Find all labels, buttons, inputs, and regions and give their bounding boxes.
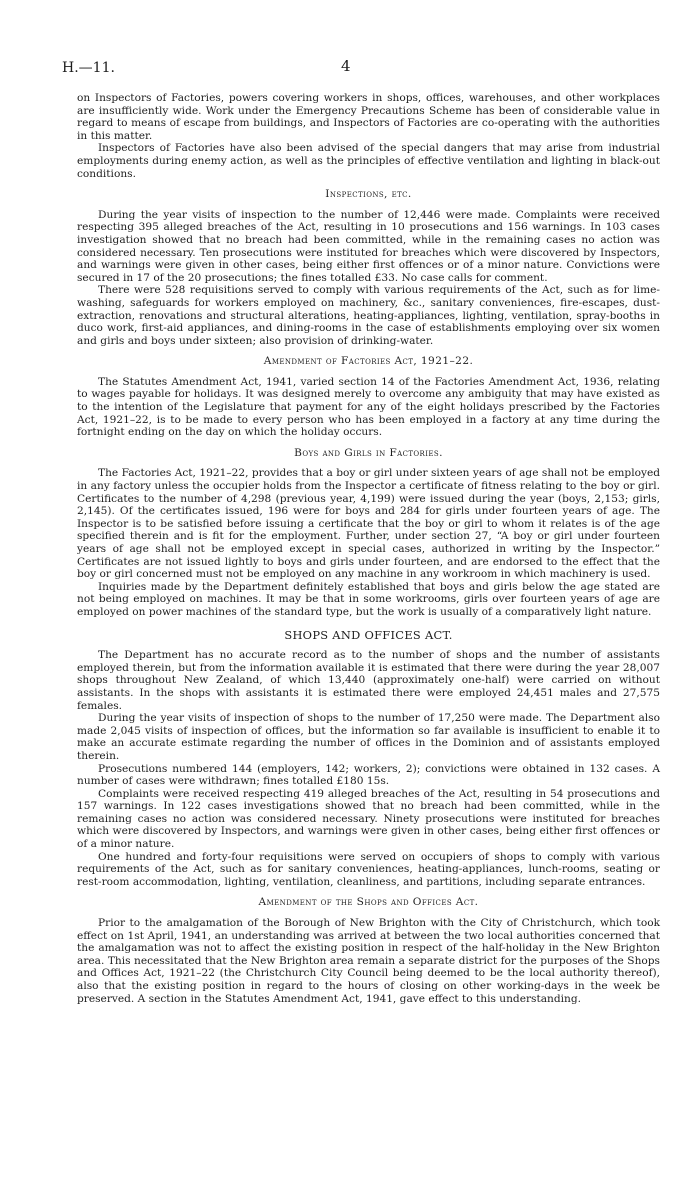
report-reference: H.—11.: [62, 60, 115, 76]
paragraph: There were 528 requisitions served to comply with various requirements of the Act, such as for lime-washing, safeguards for workers employed on machinery, &c., sanitary conveniences, fire-escapes, dust-extraction, renovations and structural alterations, heating-appliances, lighting, ventilation, spray-booths in duco work, first-aid appliances, and dining-rooms in the case of establishments employing over six women and girls and boys under sixteen; also provision of drinking-water.: [77, 284, 660, 347]
page-number: 4: [341, 57, 351, 75]
paragraph: Complaints were received respecting 419 alleged breaches of the Act, resulting in 54 prosecutions and 157 warnings. In 122 cases investigations showed that no breach had been committed, while in the remaining cases no action was considered necessary. Ninety prosecutions were instituted for breaches which were discovered by Inspectors, and warnings were given in other cases, being either first offences or of a minor nature.: [77, 787, 660, 851]
paragraph: During the year visits of inspection of shops to the number of 17,250 were made. The Department also made 2,045 visits of inspection of offices, but the information so far available is insufficient to enable it to make an accurate estimate regarding the number of offices in the Dominion and of assistants employed therein.: [77, 712, 660, 762]
paragraph: The Statutes Amendment Act, 1941, varied section 14 of the Factories Amendment Act, 1936, relating to wages payable for holidays. It was designed merely to overcome any ambiguity that may have existed as to the intention of the Legislature that payment for any of the eight holidays prescribed by the Factories Act, 1921–22, is to be made to every person who has been employed in a factory at any time during the fortnight ending on the day on which the holiday occurs.: [77, 375, 660, 439]
paragraph: During the year visits of inspection to the number of 12,446 were made. Complaints were received respecting 395 alleged breaches of the Act, resulting in 10 prosecutions and 156 warnings. In 103 cases investigation showed that no breach had been committed, while in the remaining cases no action was considered necessary. Ten prosecutions were instituted for breaches which were discovered by Inspectors, and warnings were given in other cases, being either first offences or of a minor nature. Convictions were secured in 17 of the 20 prosecutions; the fines totalled £33. No case calls for comment.: [77, 208, 660, 284]
paragraph: Prior to the amalgamation of the Borough of New Brighton with the City of Christchurch, which took effect on 1st April, 1941, an understanding was arrived at between the two local authorities concerned that the amalgamation was not to affect the existing position in respect of the half-holiday in the New Brighton area. This necessitated that the New Brighton area remain a separate district for the purposes of the Shops and Offices Act, 1921–22 (the Christchurch City Council being deemed to be the local authority thereof), also that the existing position in regard to the hours of closing on other working-days in the week be preserved. A section in the Statutes Amendment Act, 1941, gave effect to this understanding.: [77, 917, 660, 1005]
main-heading: SHOPS AND OFFICES ACT.: [284, 627, 453, 642]
paragraph: The Factories Act, 1921–22, provides that a boy or girl under sixteen years of age shall not be employed in any factory unless the occupier holds from the Inspector a certificate of fitness relating to the boy or girl. Certificates to the number of 4,298 (previous year, 4,199) were issued during the year (boys, 2,153; girls, 2,145). Of the certificates issued, 196 were for boys and 284 for girls under fourteen years of age. The Inspector is to be satisfied before issuing a certificate that the boy or girl to whom it relates is of the age specified therein and is fit for the employment. Further, under section 27, “A boy or girl under fourteen years of age shall not be employed except in special cases, authorized in writing by the Inspector.” Certificates are not issued lightly to boys and girls under fourteen, and are endorsed to the effect that the boy or girl concerned must not be employed on any machine in any workroom in which machinery is used.: [77, 467, 660, 581]
paragraph: on Inspectors of Factories, powers covering workers in shops, offices, warehouses, and other workplaces are insufficiently wide. Work under the Emergency Precautions Scheme has been of considerable value in regard to means of escape from buildings, and Inspectors of Factories are co-operating with the authorities in this matter.: [77, 92, 660, 142]
section-heading: Amendment of Factories Act, 1921–22.: [263, 355, 474, 368]
paragraph: Inquiries made by the Department definitely established that boys and girls below the age stated are not being employed on machines. It may be that in some workrooms, girls over fourteen years of age are employed on power machines of the standard type, but the work is usually of a comparatively light nature.: [77, 580, 660, 618]
paragraph: One hundred and forty-four requisitions were served on occupiers of shops to comply with various requirements of the Act, such as for sanitary conveniences, heating-appliances, lunch-rooms, seating or rest-room accommodation, lighting, ventilation, cleanliness, and partitions, including separate entrances.: [77, 850, 660, 888]
paragraph: Prosecutions numbered 144 (employers, 142; workers, 2); convictions were obtained in 132 cases. A number of cases were withdrawn; fines totalled £180 15s.: [77, 762, 660, 788]
document-body: [77, 57, 660, 1005]
section-heading: Amendment of the Shops and Offices Act.: [258, 896, 479, 909]
paragraph: Inspectors of Factories have also been advised of the special dangers that may arise from industrial employments during enemy action, as well as the principles of effective ventilation and lighting in black-out conditions.: [77, 142, 660, 180]
section-heading: Inspections, etc.: [325, 188, 412, 201]
section-heading: Boys and Girls in Factories.: [294, 446, 443, 459]
paragraph: The Department has no accurate record as to the number of shops and the number of assistants employed therein, but from the information available it is estimated that there were during the year 28,007 shops throughout New Zealand, of which 13,440 (approximately one-half) were carried on without assistants. In the shops with assistants it is estimated there were employed 24,451 males and 27,575 females.: [77, 649, 660, 712]
